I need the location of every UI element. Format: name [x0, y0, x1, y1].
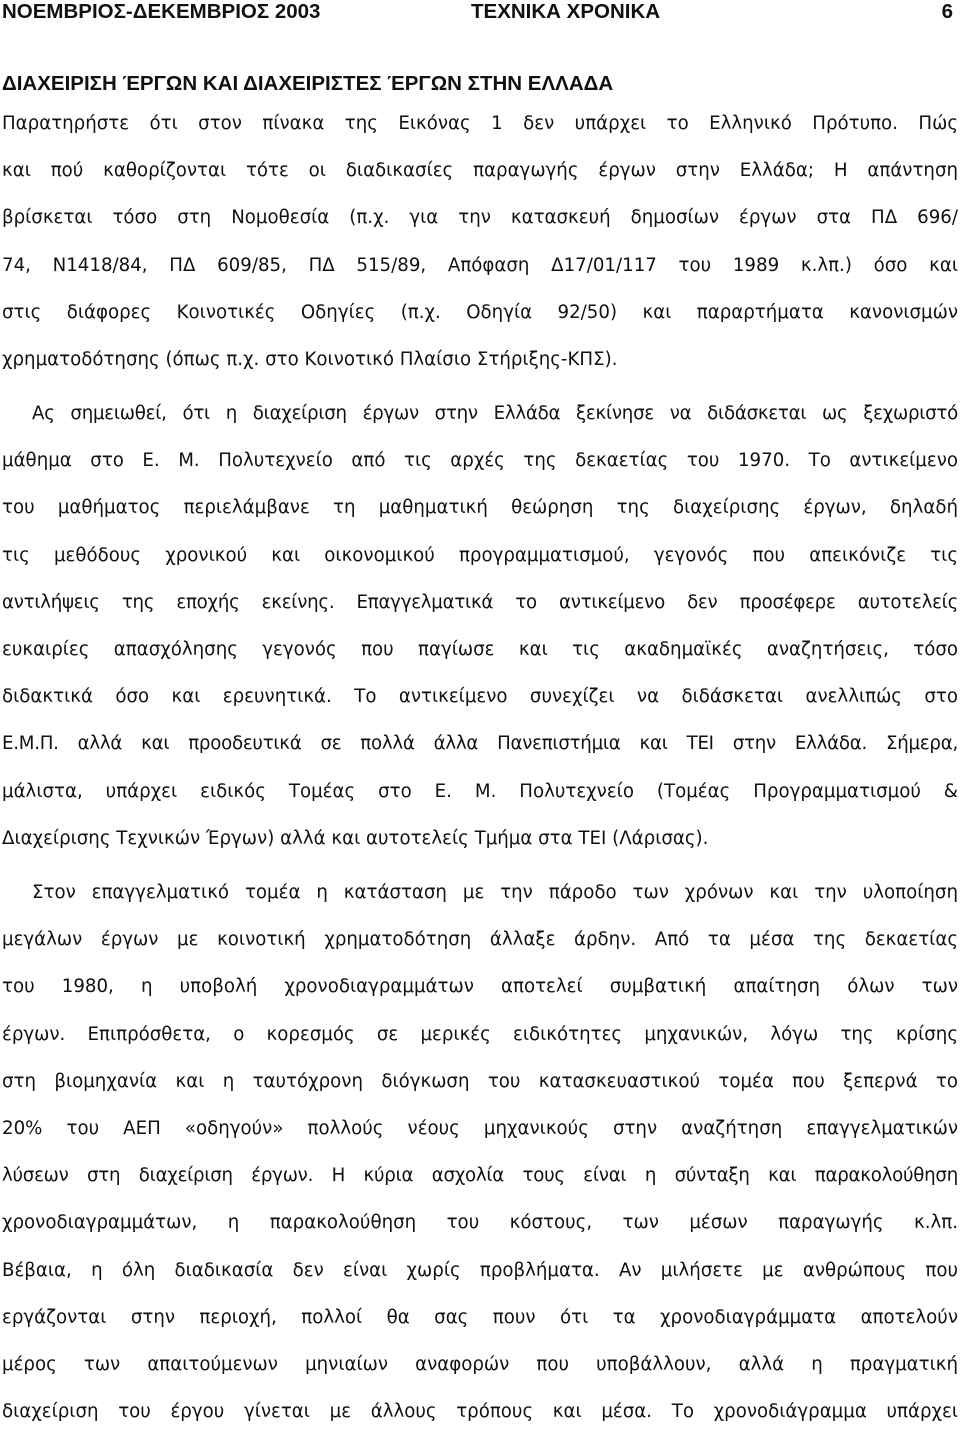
paragraph-line: μέρος των απαιτούμενων μηνιαίων αναφορών που υποβάλλουν, αλλά η πραγματική: [2, 1353, 958, 1375]
paragraph-line: διδακτικά όσο και ερευνητικά. Το αντικείμενο συνεχίζει να διδάσκεται ανελλιπώς στο: [2, 686, 958, 708]
paragraph-line: μάλιστα, υπάρχει ειδικός Τομέας στο Ε. Μ. Πολυτεχνείο (Τομέας Προγραμματισμού &: [2, 780, 958, 802]
paragraph-line: 74, Ν1418/84, ΠΔ 609/85, ΠΔ 515/89, Απόφαση Δ17/01/117 του 1989 κ.λπ.) όσο και: [2, 254, 958, 276]
paragraph-line: Στον επαγγελματικό τομέα η κατάσταση με την πάροδο των χρόνων και την υλοποίηση: [32, 882, 958, 903]
paragraph-line: στη βιομηχανία και η ταυτόχρονη διόγκωση του κατασκευαστικού τομέα που ξεπερνά το: [2, 1070, 958, 1092]
paragraph-line: του 1980, η υποβολή χρονοδιαγραμμάτων αποτελεί συμβατική απαίτηση όλων των: [2, 976, 958, 998]
article-title: ΔΙΑΧΕΙΡΙΣΗ ΈΡΓΩΝ ΚΑΙ ΔΙΑΧΕΙΡΙΣΤΕΣ ΈΡΓΩΝ ΣΤΗΝ ΕΛΛΑΔΑ: [2, 72, 614, 95]
paragraph-line: λύσεων στη διαχείριση έργων. Η κύρια ασχολία τους είναι η σύνταξη και παρακολούθηση: [2, 1165, 958, 1187]
paragraph-line: Διαχείρισης Τεχνικών Έργων) αλλά και αυτοτελείς Τμήμα στα ΤΕΙ (Λάρισας).: [2, 827, 709, 849]
paragraph-line: βρίσκεται τόσο στη Νομοθεσία (π.χ. για την κατασκευή δημοσίων έργων στα ΠΔ 696/: [2, 207, 958, 229]
paragraph-2: [2, 390, 958, 862]
paragraph-line: μάθημα στο Ε. Μ. Πολυτεχνείο από τις αρχές της δεκαετίας του 1970. Το αντικείμενο: [2, 450, 958, 472]
issue-date: ΝΟΕΜΒΡΙΟΣ-ΔΕΚΕΜΒΡΙΟΣ 2003: [2, 0, 321, 23]
journal-name: ΤΕΧΝΙΚΑ ΧΡΟΝΙΚΑ: [471, 0, 661, 23]
paragraph-line: τις μεθόδους χρονικού και οικονομικού προγραμματισμού, γεγονός που απεικόνιζε τις: [2, 544, 958, 566]
paragraph-1: [2, 100, 958, 383]
paragraph-line: έργων. Επιπρόσθετα, ο κορεσμός σε μερικές ειδικότητες μηχανικών, λόγω της κρίσης: [2, 1023, 958, 1045]
page-number: 6: [941, 0, 953, 23]
paragraph-line: μεγάλων έργων με κοινοτική χρηματοδότηση άλλαξε άρδην. Από τα μέσα της δεκαετίας: [2, 929, 958, 951]
paragraph-line: διαχείριση του έργου γίνεται με άλλους τρόπους και μέσα. Το χρονοδιάγραμμα υπάρχει: [2, 1401, 958, 1423]
paragraph-3: [2, 869, 958, 1435]
paragraph-line: Παρατηρήστε ότι στον πίνακα της Εικόνας 1 δεν υπάρχει το Ελληνικό Πρότυπο. Πώς: [2, 113, 958, 134]
paragraph-line: Βέβαια, η όλη διαδικασία δεν είναι χωρίς προβλήματα. Αν μιλήσετε με ανθρώπους που: [2, 1259, 958, 1281]
page-header: [0, 0, 960, 26]
paragraph-line: του μαθήματος περιελάμβανε τη μαθηματική θεώρηση της διαχείρισης έργων, δηλαδή: [2, 497, 958, 519]
paragraph-line: χρηματοδότησης (όπως π.χ. στο Κοινοτικό Πλαίσιο Στήριξης-ΚΠΣ).: [2, 348, 618, 370]
paragraph-line: 20% του ΑΕΠ «οδηγούν» πολλούς νέους μηχανικούς στην αναζήτηση επαγγελματικών: [2, 1117, 958, 1139]
paragraph-line: αντιλήψεις της εποχής εκείνης. Επαγγελματικά το αντικείμενο δεν προσέφερε αυτοτελείς: [2, 591, 958, 613]
paragraph-line: Ε.Μ.Π. αλλά και προοδευτικά σε πολλά άλλα Πανεπιστήμια και ΤΕΙ στην Ελλάδα. Σήμερα,: [2, 733, 958, 755]
paragraph-line: Ας σημειωθεί, ότι η διαχείριση έργων στην Ελλάδα ξεκίνησε να διδάσκεται ως ξεχωριστό: [32, 403, 958, 424]
paragraph-line: και πού καθορίζονται τότε οι διαδικασίες παραγωγής έργων στην Ελλάδα; Η απάντηση: [2, 160, 958, 182]
paragraph-line: εργάζονται στην περιοχή, πολλοί θα σας πουν ότι τα χρονοδιαγράμματα αποτελούν: [2, 1306, 958, 1328]
paragraph-line: χρονοδιαγραμμάτων, η παρακολούθηση του κόστους, των μέσων παραγωγής κ.λπ.: [2, 1212, 958, 1234]
paragraph-line: ευκαιρίες απασχόλησης γεγονός που παγίωσε και τις ακαδημαϊκές αναζητήσεις, τόσο: [2, 638, 958, 660]
paragraph-line: στις διάφορες Κοινοτικές Οδηγίες (π.χ. Οδηγία 92/50) και παραρτήματα κανονισμών: [2, 301, 958, 323]
